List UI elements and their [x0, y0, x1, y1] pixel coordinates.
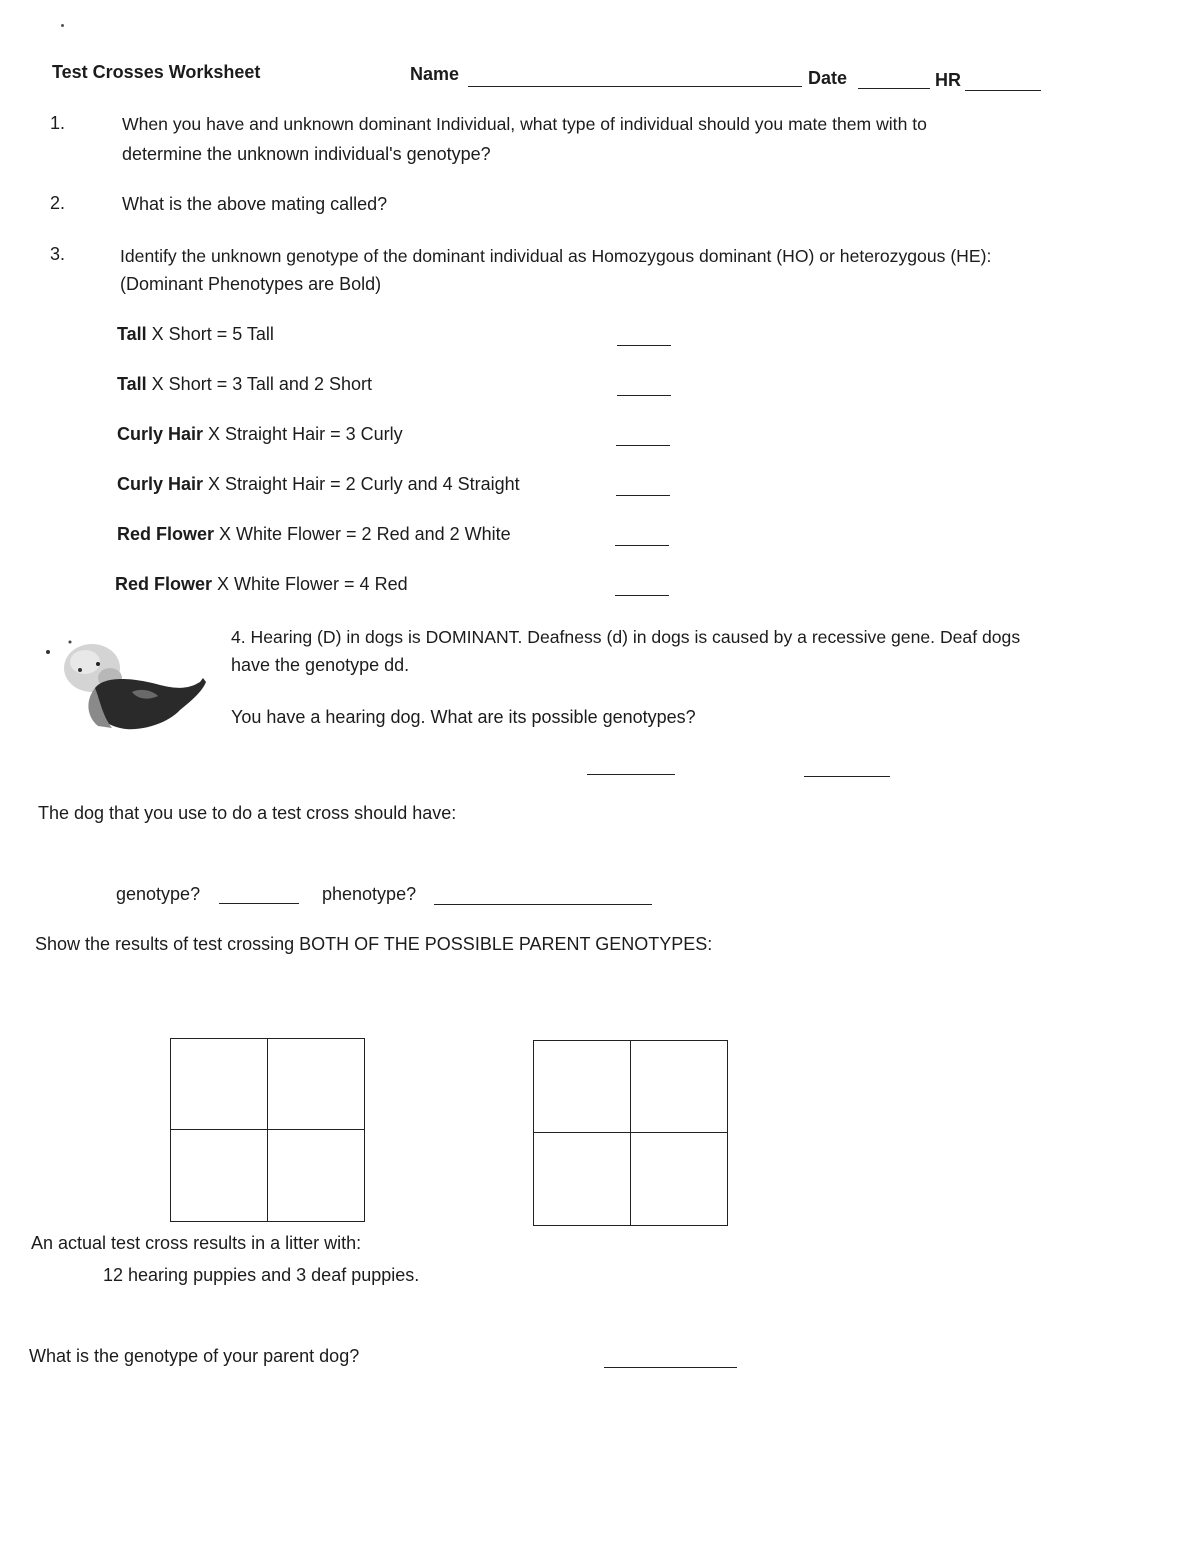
scan-speck — [69, 641, 72, 644]
punnett-square-2[interactable] — [533, 1040, 728, 1226]
hr-field[interactable] — [965, 90, 1041, 91]
parent-genotype-question: What is the genotype of your parent dog? — [29, 1346, 360, 1366]
phenotype-field[interactable] — [434, 904, 652, 905]
genotype-answer-blank-2[interactable] — [804, 776, 890, 777]
q2-number: 2. — [50, 193, 66, 213]
punnett-cell[interactable] — [631, 1041, 728, 1133]
genotype-field[interactable] — [219, 903, 299, 904]
phenotype-label: phenotype? — [322, 884, 417, 904]
q3-number: 3. — [50, 244, 66, 264]
punnett-cell[interactable] — [171, 1039, 268, 1130]
parent-genotype-answer[interactable] — [604, 1367, 737, 1368]
name-label: Name — [410, 64, 460, 84]
q1-number: 1. — [50, 113, 66, 133]
dog-illustration — [40, 630, 215, 740]
scan-speck — [46, 650, 50, 654]
answer-blank[interactable] — [615, 595, 669, 596]
date-field[interactable] — [858, 88, 930, 89]
cross-row — [117, 474, 520, 495]
dog-nose — [78, 668, 82, 672]
worksheet-title: Test Crosses Worksheet — [52, 62, 261, 82]
cross-row — [117, 374, 372, 395]
cross-row — [117, 324, 274, 345]
answer-blank[interactable] — [616, 495, 670, 496]
answer-blank[interactable] — [617, 395, 671, 396]
q1-text-line1: When you have and unknown dominant Individual, what type of individual should you mate them with to — [122, 114, 927, 134]
genotype-label: genotype? — [116, 884, 201, 904]
dominant-phenotype: Tall — [117, 324, 147, 344]
q4-text-line2: have the genotype dd. — [231, 655, 410, 675]
punnett-cell[interactable] — [534, 1133, 631, 1225]
punnett-cell[interactable] — [171, 1130, 268, 1221]
punnett-cell[interactable] — [268, 1130, 365, 1221]
test-cross-dog-text: The dog that you use to do a test cross should have: — [38, 803, 457, 823]
name-field[interactable] — [468, 86, 802, 87]
cross-description: X Straight Hair = 2 Curly and 4 Straight — [203, 474, 520, 494]
q3-text-line2: (Dominant Phenotypes are Bold) — [120, 274, 382, 294]
litter-results-text: 12 hearing puppies and 3 deaf puppies. — [103, 1265, 420, 1285]
cross-description: X Short = 5 Tall — [146, 324, 274, 344]
answer-blank[interactable] — [615, 545, 669, 546]
cross-row — [115, 574, 408, 595]
q1-text-line2: determine the unknown individual's genotype? — [122, 144, 491, 164]
cross-description: X White Flower = 2 Red and 2 White — [214, 524, 511, 544]
cross-description: X White Flower = 4 Red — [212, 574, 408, 594]
dominant-phenotype: Curly Hair — [117, 474, 204, 494]
punnett-cell[interactable] — [534, 1041, 631, 1133]
show-results-instruction: Show the results of test crossing BOTH OF THE POSSIBLE PARENT GENOTYPES: — [35, 934, 713, 954]
hr-label: HR — [935, 70, 961, 90]
q4-text-line1: 4. Hearing (D) in dogs is DOMINANT. Deafness (d) in dogs is caused by a recessive gene. Deaf dogs — [231, 627, 1021, 647]
answer-blank[interactable] — [616, 445, 670, 446]
q2-text: What is the above mating called? — [122, 194, 388, 214]
q4-possible-genotypes-question: You have a hearing dog. What are its possible genotypes? — [231, 707, 696, 727]
cross-description: X Short = 3 Tall and 2 Short — [146, 374, 372, 394]
punnett-square-1[interactable] — [170, 1038, 365, 1222]
dog-eye — [96, 662, 100, 666]
dominant-phenotype: Curly Hair — [117, 424, 204, 444]
q3-text-line1: Identify the unknown genotype of the dominant individual as Homozygous dominant (HO) or heterozygous (HE): — [120, 246, 992, 266]
cross-description: X Straight Hair = 3 Curly — [203, 424, 403, 444]
punnett-cell[interactable] — [268, 1039, 365, 1130]
dominant-phenotype: Red Flower — [117, 524, 215, 544]
dog-body — [88, 678, 206, 729]
date-label: Date — [808, 68, 848, 88]
answer-blank[interactable] — [617, 345, 671, 346]
actual-cross-text: An actual test cross results in a litter with: — [31, 1233, 362, 1253]
dominant-phenotype: Tall — [117, 374, 147, 394]
genotype-answer-blank-1[interactable] — [587, 774, 675, 775]
scan-speck — [61, 24, 64, 27]
cross-row — [117, 424, 403, 445]
punnett-cell[interactable] — [631, 1133, 728, 1225]
dominant-phenotype: Red Flower — [115, 574, 213, 594]
cross-row — [117, 524, 511, 545]
